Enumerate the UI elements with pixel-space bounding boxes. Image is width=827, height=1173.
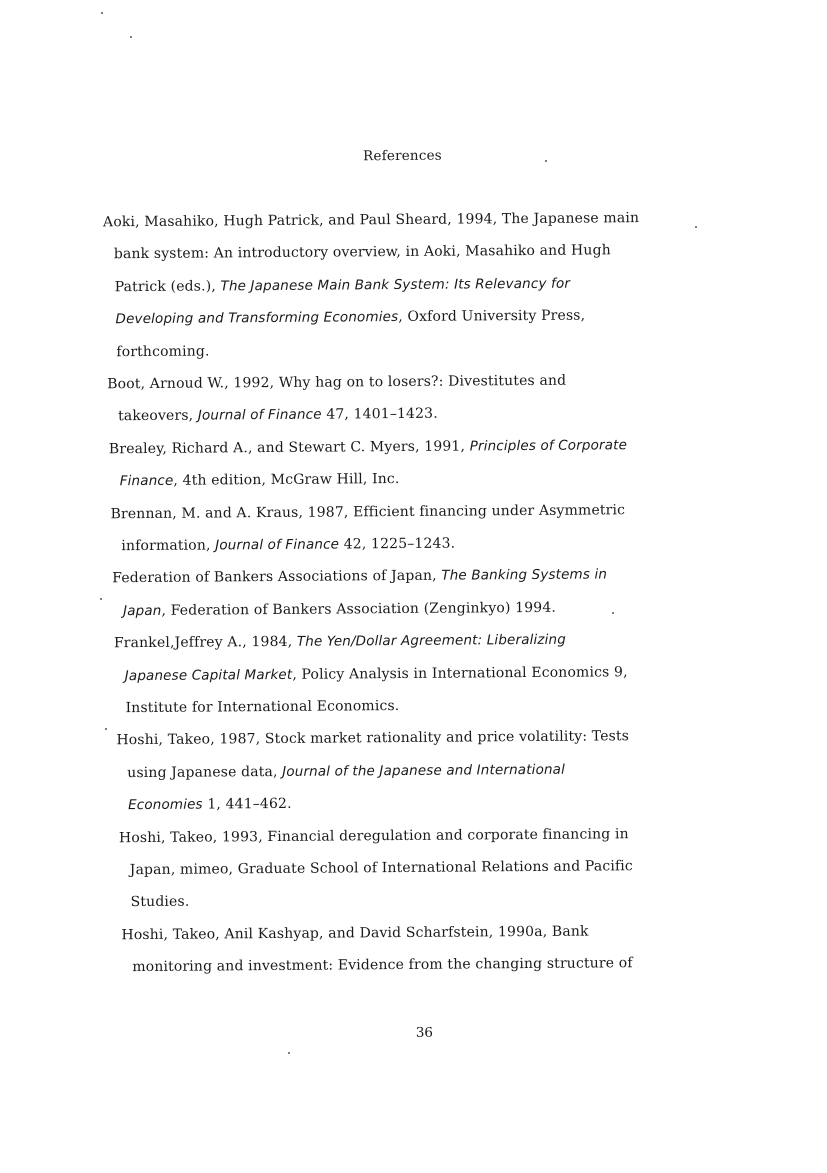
reference-text: Hoshi, Takeo, 1987, Stock market rationality and price volatility: Tests — [116, 728, 630, 749]
reference-text: Frankel,Jeffrey A., 1984, — [113, 633, 297, 652]
reference-title-text: Journal of the Japanese and International — [282, 761, 566, 780]
reference-entry-continuation-line — [115, 275, 570, 295]
reference-text: 47, 1401–1423. — [321, 406, 438, 423]
scan-speck — [100, 598, 102, 600]
reference-entry-first-line — [116, 729, 629, 749]
reference-title-text: Principles of Corporate — [469, 437, 628, 455]
reference-text: Hoshi, Takeo, Anil Kashyap, and David Scharfstein, 1990a, Bank — [121, 923, 589, 943]
reference-entry-first-line — [121, 923, 588, 943]
reference-title-text: The Yen/Dollar Agreement: Liberalizing — [296, 631, 567, 650]
reference-title-text: The Banking Systems in — [441, 566, 608, 585]
page-number: 36 — [415, 1024, 434, 1041]
reference-title-text: Economies — [128, 796, 203, 814]
reference-text: monitoring and investment: Evidence from the changing structure of — [132, 955, 633, 976]
reference-text: Hoshi, Takeo, 1993, Financial deregulation and corporate financing in — [118, 825, 629, 846]
reference-title-text: Journal of Finance — [197, 407, 322, 424]
reference-text: bank system: An introductory overview, in Aoki, Masahiko and Hugh — [113, 242, 611, 263]
reference-entry-continuation-line — [128, 796, 292, 813]
reference-entry-first-line — [110, 502, 625, 522]
scan-speck — [695, 226, 697, 228]
reference-entry-continuation-line — [123, 600, 556, 619]
scan-speck — [130, 36, 132, 38]
reference-text: Boot, Arnoud W., 1992, Why hag on to losers?: Divestitutes and — [107, 372, 567, 393]
reference-title-text: Finance — [119, 472, 174, 490]
reference-text: , Federation of Bankers Association (Zenginkyo) 1994. — [161, 599, 557, 619]
reference-entry-continuation-line — [116, 343, 209, 360]
scan-speck — [612, 612, 614, 614]
reference-title-text: The Japanese Main Bank System: Its Relevancy for — [220, 275, 571, 295]
reference-text: 1, 441–462. — [202, 796, 292, 813]
reference-entry-continuation-line — [115, 308, 585, 328]
reference-text: Studies. — [130, 894, 190, 911]
reference-text: Patrick (eds.), — [114, 278, 221, 296]
reference-entry-first-line — [103, 210, 639, 230]
reference-entry-first-line — [112, 567, 607, 587]
references-heading: References — [363, 147, 442, 165]
reference-entry-continuation-line — [126, 698, 400, 716]
reference-text: Federation of Bankers Associations of Japan, — [112, 568, 442, 587]
reference-text: Japan, mimeo, Graduate School of International Relations and Pacific — [129, 858, 633, 879]
reference-entry-continuation-line — [120, 471, 400, 489]
reference-entry-continuation-line — [132, 955, 633, 975]
reference-title-text: Japanese Capital Market — [124, 666, 293, 684]
reference-text: takeovers, — [117, 407, 198, 425]
scan-speck — [288, 1052, 290, 1054]
scan-speck — [545, 160, 547, 162]
reference-entry-first-line — [109, 437, 627, 457]
reference-text: Institute for International Economics. — [125, 698, 400, 717]
reference-entry-continuation-line — [131, 894, 190, 910]
reference-text: 42, 1225–1243. — [339, 535, 456, 553]
scan-speck — [105, 728, 107, 730]
reference-text: Brennan, M. and A. Kraus, 1987, Efficient financing under Asymmetric — [110, 501, 626, 522]
reference-entry-continuation-line — [118, 406, 438, 425]
reference-entry-first-line — [119, 826, 629, 846]
reference-text: information, — [121, 537, 216, 555]
reference-text: forthcoming. — [116, 343, 210, 360]
reference-title-text: Journal of Finance — [215, 536, 340, 554]
reference-entry-continuation-line — [130, 858, 633, 878]
reference-title-text: Developing and Transforming Economies — [115, 309, 399, 328]
reference-text: using Japanese data, — [127, 763, 283, 781]
reference-text: , 4th edition, McGraw Hill, Inc. — [173, 471, 400, 489]
reference-text: Brealey, Richard A., and Stewart C. Myers, 1991, — [108, 438, 470, 458]
reference-text: Aoki, Masahiko, Hugh Patrick, and Paul Sheard, 1994, The Japanese main — [102, 210, 640, 231]
reference-text: , Policy Analysis in International Economics 9, — [292, 663, 628, 683]
reference-entry-continuation-line — [121, 536, 455, 555]
reference-entry-continuation-line — [127, 762, 565, 781]
reference-text: , Oxford University Press, — [398, 307, 586, 326]
reference-entry-continuation-line — [125, 664, 628, 684]
scan-speck — [101, 12, 103, 14]
reference-entry-first-line — [114, 632, 566, 652]
reference-entry-first-line — [107, 373, 566, 393]
reference-title-text: Japan — [122, 602, 162, 619]
reference-entry-continuation-line — [114, 243, 611, 263]
